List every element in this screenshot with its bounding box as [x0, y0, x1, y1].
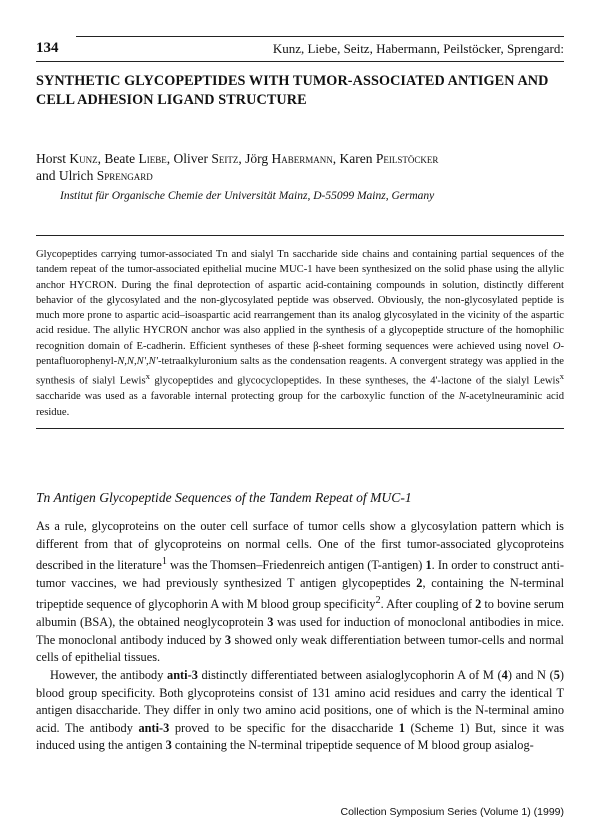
author-list	[36, 150, 564, 184]
running-header	[36, 36, 564, 62]
body-paragraph-2: However, the antibody anti-3 distinctly differentiated between asialoglycophorin A of M (4) and N (5) blood group specificity. Both glycoproteins consist of 131 amino acid residues and carry the identical T antigen disaccharide. They differ in only two amino acid positions, one of which is the N-terminal amino acid. The antibody anti-3 proved to be specific for the disaccharide 1 (Scheme 1) But, since it was induced using the antigen 3 containing the N-terminal tripeptide sequence of M blood group asialog-	[36, 667, 564, 753]
author-line-1: Horst Kunz, Beate Liebe, Oliver Seitz, Jörg Habermann, Karen Peilstöcker	[36, 151, 439, 166]
body-text	[36, 518, 564, 755]
footer-series: Collection Symposium Series (Volume 1) (1999)	[340, 806, 564, 818]
author-name: Horst Kunz	[36, 151, 98, 166]
body-paragraph-1: As a rule, glycoproteins on the outer cell surface of tumor cells show a glycosylation pattern which is different from that of glycoproteins on normal cells. One of the first tumor-associated glycoproteins described in the literature$^1$ was the Thomsen–Friedenreich antigen (T-antigen) 1. In order to construct anti-tumor vaccines, we had previously synthesized T antigen glycopeptides 2, containing the N-terminal tripeptide sequence of glycophorin A with M blood group specificity$^2$. After coupling of 2 to bovine serum albumin (BSA), the obtained neoglycoprotein 3 was used for induction of monoclonal antibodies in mice. The monoclonal antibody induced by 3 showed only weak differentiation between tumor-cells and normal cells of epithelial tissues.	[36, 519, 565, 665]
page-number: 134	[36, 40, 59, 56]
abstract-box	[36, 235, 564, 429]
header-rule-bottom	[36, 61, 564, 62]
author-name: Oliver Seitz	[173, 151, 239, 166]
section-heading: Tn Antigen Glycopeptide Sequences of the Tandem Repeat of MUC-1	[36, 490, 412, 505]
affiliation: Institut für Organische Chemie der Universität Mainz, D-55099 Mainz, Germany	[60, 190, 435, 202]
author-name: Jörg Habermann	[245, 151, 333, 166]
abstract-text: Glycopeptides carrying tumor-associated Tn and sialyl Tn saccharide side chains and containing partial sequences of the tandem repeat of the tumor-associated epithelial mucine MUC-1 have been synthesized on the solid phase using the allylic anchor HYCRON. During the final deprotection of aspartic acid-containing compounds in solution, distinctly different behavior of the glycosylated and the non-glycosylated peptide was observed. Obviously, the non-glycosylated peptide is much more prone to aspartic acid–isoaspartic acid rearrangement than its analog glycosylated in the vicinity of the aspartic acid residue. The allylic HYCRON anchor was also applied in the synthesis of a glycopeptide structure of the homophilic recognition domain of E-cadherin. Efficient syntheses of these β-sheet forming sequences were achieved using novel O-pentafluorophenyl-N,N,N',N'-tetraalkyluronium salts as the condensation reagents. A convergent strategy was applied in the synthesis of sialyl Lewis$^x$ glycopeptides and glycocyclopeptides. In these syntheses, the 4'-lactone of the sialyl Lewis$^x$ saccharide was used as a favorable internal protecting group for the carboxylic function of the N-acetylneuraminic acid residue.	[36, 249, 564, 418]
author-name: Ulrich Sprengard	[58, 168, 153, 183]
article-title: SYNTHETIC GLYCOPEPTIDES WITH TUMOR-ASSOCIATED ANTIGEN AND CELL ADHESION LIGAND STRUCTURE	[36, 73, 549, 108]
running-authors: Kunz, Liebe, Seitz, Habermann, Peilstöcker, Sprengard:	[272, 41, 564, 56]
header-rule-top	[76, 36, 564, 37]
author-name: Beate Liebe	[104, 151, 167, 166]
author-line-2: and Ulrich Sprengard	[36, 168, 153, 183]
author-name: Karen Peilstöcker	[339, 151, 439, 166]
